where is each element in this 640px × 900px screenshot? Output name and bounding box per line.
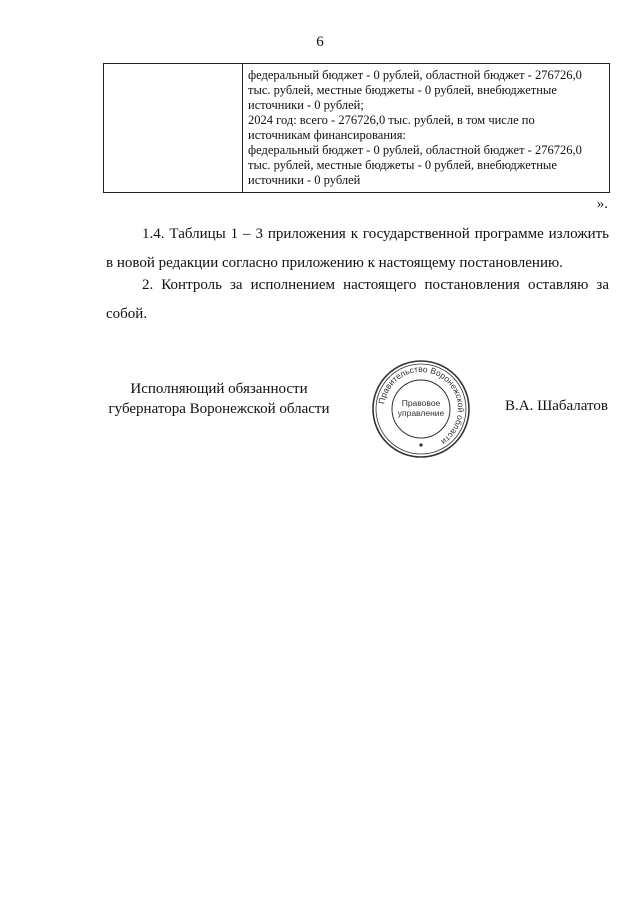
table-row — [104, 64, 610, 193]
table-line: источники - 0 рублей; — [248, 98, 364, 112]
table-line: федеральный бюджет - 0 рублей, областной бюджет - 276726,0 — [248, 68, 582, 82]
stamp-seal-icon — [370, 358, 472, 460]
signatory-name: В.А. Шабалатов — [505, 398, 608, 414]
closing-quote: ». — [596, 196, 608, 212]
page-number: 6 — [316, 34, 324, 50]
position-line-1: Исполняющий обязанности — [130, 381, 308, 397]
official-stamp — [370, 358, 472, 460]
signatory-position — [104, 379, 334, 419]
stamp-center-line-2: управление — [397, 408, 445, 418]
table-line: источники - 0 рублей — [248, 173, 361, 187]
paragraph-2: 2. Контроль за исполнением настоящего постановления оставляю за собой. — [106, 277, 609, 322]
stamp-ring-text: Правительство Воронежской области — [376, 363, 467, 447]
table-line: федеральный бюджет - 0 рублей, областной бюджет - 276726,0 — [248, 143, 582, 157]
table-line: 2024 год: всего - 276726,0 тыс. рублей, в том числе по — [248, 113, 535, 127]
table-line: тыс. рублей, местные бюджеты - 0 рублей, внебюджетные — [248, 83, 557, 97]
stamp-center-line-1: Правовое — [401, 398, 441, 408]
table-right-cell — [243, 64, 610, 193]
paragraph-1-4: 1.4. Таблицы 1 – 3 приложения к государственной программе изложить в новой редакции согласно приложению к настоящему постановлению. — [106, 226, 609, 271]
table-line: источникам финансирования: — [248, 128, 406, 142]
position-line-2: губернатора Воронежской области — [108, 401, 330, 417]
table-left-cell — [104, 64, 243, 193]
table-line: тыс. рублей, местные бюджеты - 0 рублей, внебюджетные — [248, 158, 557, 172]
budget-table — [103, 63, 610, 193]
